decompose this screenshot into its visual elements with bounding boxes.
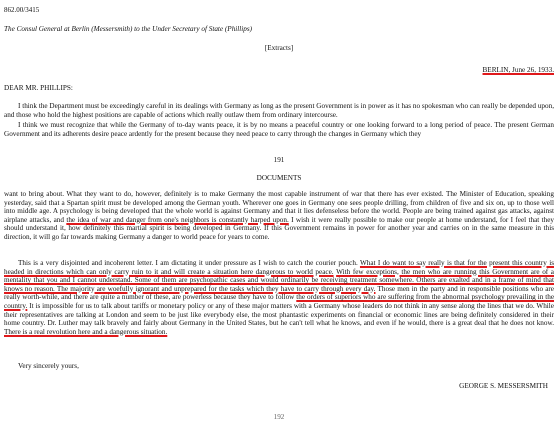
extracts-label: [Extracts]	[264, 44, 294, 52]
page-number: 191	[273, 156, 285, 164]
document-reference-number: 862.00/3415	[4, 6, 40, 14]
running-head: DOCUMENTS	[256, 174, 302, 182]
highlight-revolution: There is a real revolution here and a dangerous situation.	[4, 327, 168, 336]
highlight-mentality-passage: With few exceptions, the men who are running this Government are of a mentality that you and I cannot understand. Some of them are psychopathic cases and would ordinarily be receiving treatment somewhere. Others are exalted and in a frame of mind that knows no reason. The majority are woefully ignorant and unprepared for the tasks which they have to carry through every day.	[4, 267, 554, 293]
dateline-highlight: BERLIN, June 26, 1933.	[482, 66, 554, 74]
next-page-number: 192	[273, 413, 285, 422]
salutation: DEAR MR. PHILLIPS:	[4, 84, 73, 92]
paragraph-3-part-c: I wish it were really possible to make our people at home understand, for I feel that they should understand it, how definitely this martial spirit is being developed in Germany. If this Government remains in power for another year and carries on in the same measure in this direction, it will go far towards making Germany a danger to world peace for years to come.	[4, 215, 554, 241]
paragraph-4-part-a: This is a very disjointed and incoherent letter. I am dictating it under pressure as I wish to catch the courier pouch.	[18, 259, 360, 267]
signature: GEORGE S. MESSERSMITH	[459, 382, 548, 390]
paragraph-2: I think we must recognize that while the Germany of to-day wants peace, it is by no means a peaceful country or one looking forward to a long period of peace. The present German Government and its adherents desire peace ardently for the present because they need peace to carry through the changes in Germany which they	[4, 121, 554, 138]
dateline	[4, 66, 554, 75]
highlight-war-idea: the idea of war and danger from one's neighbors is constantly harped upon.	[66, 215, 289, 224]
highlight-superiors-orders: the orders of superiors who are suffering from the abnormal psychology prevailing in the country.	[4, 293, 555, 310]
document-title: The Consul General at Berlin (Messersmith) to the Under Secretary of State (Phillips)	[4, 25, 253, 33]
paragraph-4-part-g: It is impossible for us to talk about tariffs or monetary policy or any of these major matters with a Germany whose leaders do not think in any sense along the lines that we do. While their representatives are talking at London and seem to be just like everybody else, the most phantastic experiments on financial or economic lines are being definitely considered in their home country. Dr. Luther may talk bravely and fairly about Germany in the United States, but he can't tell what he knows, and even if he would, there is a great deal that he does not know.	[4, 301, 554, 328]
highlight-ruin-statement: What I do want to say really is that for the present this country is headed in directions which can only carry ruin to it and will create a situation here dangerous to world peace.	[4, 259, 554, 276]
paragraph-4	[4, 259, 554, 336]
paragraph-1: I think the Department must be exceedingly careful in its dealings with Germany as long as the present Government is in power as it has no spokesman who can really be depended upon, and those who hold the highest positions are capable of actions which really outlaw them from ordinary intercourse.	[4, 102, 554, 119]
paragraph-3	[4, 190, 554, 242]
paragraph-4-part-e: Those men in the party and in responsible positions who are really worth-while, and there are quite a number of these, are powerless because they have to follow	[4, 284, 554, 302]
paragraph-3-part-a: want to bring about. What they want to do, however, definitely is to make Germany the most capable instrument of war that there has ever existed. The Minister of Education, speaking yesterday, said that a Spartan spirit must be developed among the German youth. Wherever one goes in Germany one sees people drilling, from children of five and six on, up to those well into middle age. A psychology is being developed that the whole world is against Germany and that it lies defenseless before the world. People are being trained against gas attacks, against airplane attacks, and	[4, 190, 554, 224]
closing: Very sincerely yours,	[18, 362, 79, 370]
